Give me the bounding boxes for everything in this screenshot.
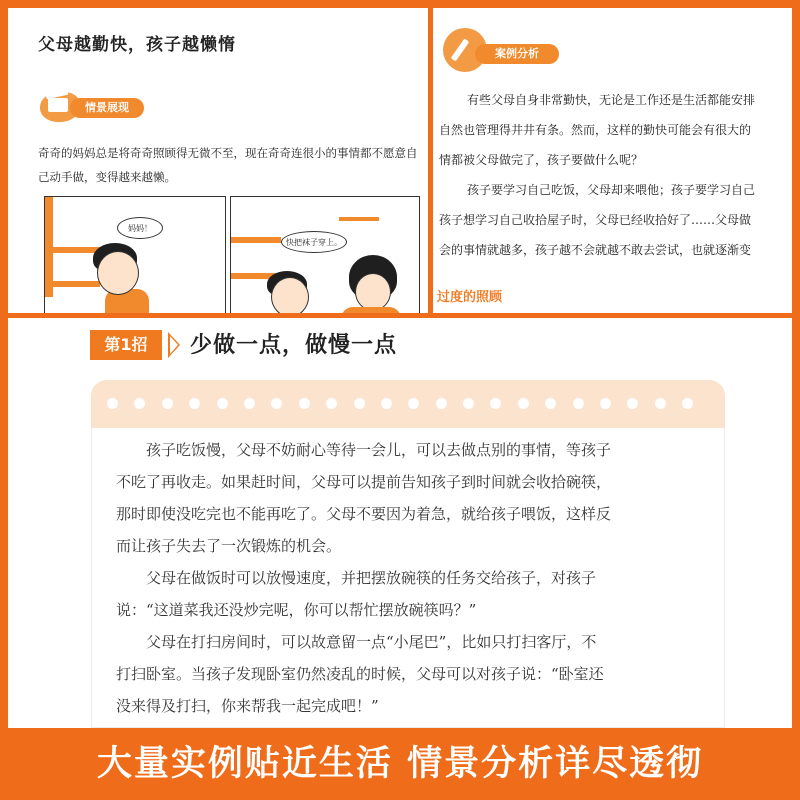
text-line: 说：“这道菜我还没炒完呢，你可以帮忙摆放碗筷吗？” (116, 601, 477, 619)
right-book-page (433, 8, 792, 313)
binding-hole-icon (490, 398, 501, 409)
tip-paragraphs (116, 434, 706, 722)
binding-hole-icon (408, 398, 419, 409)
scene-badge (40, 88, 148, 124)
text-line: 那时即使没吃完也不能再吃了。父母不要因为着急，就给孩子喂饭，这样反 (116, 505, 612, 523)
binding-hole-icon (463, 398, 474, 409)
text-line: 父母在做饭时可以放慢速度，并把摆放碗筷的任务交给孩子，对孩子 (146, 569, 597, 587)
speech-bubble-1: 妈妈！ (117, 217, 163, 239)
analysis-line: 有些父母自身非常勤快，无论是工作还是生活都能安排 (467, 93, 756, 107)
page-title: 父母越勤快，孩子越懒惰 (38, 35, 236, 55)
featured-page (8, 318, 792, 728)
binding-hole-icon (134, 398, 145, 409)
binding-hole-icon (217, 398, 228, 409)
binding-hole-icon (244, 398, 255, 409)
binding-hole-icon (271, 398, 282, 409)
scene-badge-label: 情景展现 (70, 98, 144, 118)
notebook-binding (91, 380, 725, 428)
binding-hole-icon (299, 398, 310, 409)
clapperboard-icon (48, 98, 68, 112)
text-line: 打扫卧室。当孩子发现卧室仍然凌乱的时候，父母可以对孩子说：“卧室还 (116, 665, 604, 683)
promo-banner: 大量实例贴近生活 情景分析详尽透彻 (96, 744, 704, 784)
binding-hole-icon (545, 398, 556, 409)
binding-hole-icon (326, 398, 337, 409)
text-line: 孩子吃饭慢，父母不妨耐心等待一会儿，可以去做点别的事情，等孩子 (146, 441, 612, 459)
analysis-line: 情都被父母做完了，孩子要做什么呢？ (439, 153, 644, 167)
binding-hole-icon (162, 398, 173, 409)
binding-hole-icon (354, 398, 365, 409)
intro-text: 奇奇的妈妈总是将奇奇照顾得无微不至，现在奇奇连很小的事情都不愿意自 己动手做，变得越来越懒。 (38, 146, 418, 184)
mother-illustration (355, 273, 391, 311)
analysis-line: 孩子要学习自己吃饭，父母却来喂他；孩子要学习自己 (467, 183, 756, 197)
case-analysis-badge (443, 28, 563, 72)
section-heading: 少做一点，做慢一点 (190, 333, 398, 358)
notebook-page (91, 428, 725, 728)
binding-hole-icon (518, 398, 529, 409)
binding-hole-icon (189, 398, 200, 409)
subheading: 过度的照顾 (437, 290, 503, 305)
comic-panel-2 (230, 196, 420, 313)
binding-hole-icon (627, 398, 638, 409)
comic-panel-1 (44, 196, 226, 313)
analysis-line: 孩子想学习自己收拾屋子时，父母已经收拾好了……父母做 (439, 213, 752, 227)
tip-number-tag: 第1招 (90, 330, 162, 360)
case-analysis-label: 案例分析 (475, 44, 559, 64)
binding-hole-icon (682, 398, 693, 409)
text-line: 而让孩子失去了一次锻炼的机会。 (116, 537, 342, 555)
child-illustration (97, 251, 139, 295)
binding-hole-icon (436, 398, 447, 409)
left-book-page (8, 8, 428, 313)
binding-hole-icon (655, 398, 666, 409)
binding-hole-icon (107, 398, 118, 409)
child-illustration (271, 277, 309, 313)
analysis-line: 会的事情就越多，孩子越不会就越不敢去尝试，也就逐渐变 (439, 243, 752, 257)
binding-hole-icon (600, 398, 611, 409)
text-line: 不吃了再收走。如果赶时间，父母可以提前告知孩子到时间就会收拾碗筷， (116, 473, 612, 491)
analysis-line: 自然也管理得井井有条。然而，这样的勤快可能会有很大的 (439, 123, 752, 137)
text-line: 没来得及打扫，你来帮我一起完成吧！” (116, 697, 379, 715)
speech-bubble-2: 快把袜子穿上。 (281, 231, 347, 253)
binding-hole-icon (381, 398, 392, 409)
text-line: 父母在打扫房间时，可以故意留一点“小尾巴”，比如只打扫客厅，不 (146, 633, 597, 651)
binding-hole-icon (573, 398, 584, 409)
